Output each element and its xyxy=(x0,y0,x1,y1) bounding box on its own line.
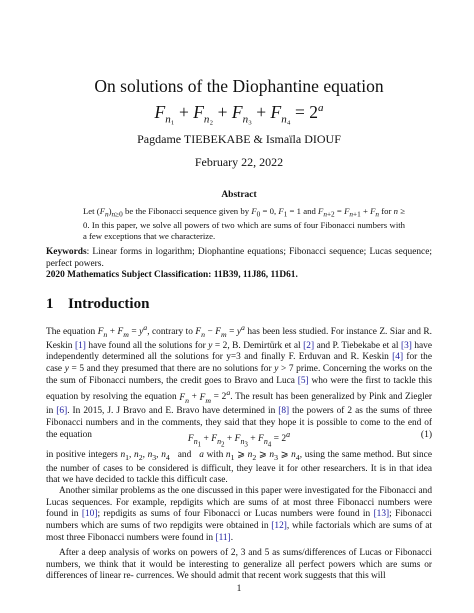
citation-link[interactable]: [12] xyxy=(271,521,287,532)
abstract-body: Let $(F_n)_{n\ge 0}$ be the Fibonacci sequence given by $F_0 = 0$, $F_1 = 1$ and $F_{n+2} = F_{n+1} + F_n$ for n ≥ 0. In this paper, we solve all powers of two which are sums of four Fibonacci numbers with a few exceptions that we characterize. xyxy=(83,206,405,241)
equation-body: $F_{n_1} + F_{n_2} + F_{n_3} + F_{n_4} = 2^a$ xyxy=(187,430,291,449)
arxiv-identifier-stamp xyxy=(6,0,32,613)
abstract-heading: Abstract xyxy=(221,190,257,200)
citation-link[interactable]: [8] xyxy=(278,406,290,417)
title-line-1: On solutions of the Diophantine equation xyxy=(94,76,384,96)
citation-link[interactable]: [1] xyxy=(74,340,86,351)
section-title: Introduction xyxy=(68,296,150,312)
intro-paragraph-4: After a deep analysis of works on powers of 2, 3 and 5 as sums/differences of Lucas or Fibonacci numbers, we think that it would be interesting to generalize all perfect powers which are sums or differences of linear re- currences. We should admit that recent work suggests that this will xyxy=(46,548,432,582)
citation-link[interactable]: [10] xyxy=(81,509,98,520)
msc-label: 2020 Mathematics Subject Classification: xyxy=(46,270,212,280)
keywords xyxy=(46,247,432,270)
intro-paragraph-1: The equation $F_n + F_m = y^a$, contrary to $F_n - F_m = y^a$ has been less studied. For instance Z. Siar and R. Keskin [1] have found all the solutions for y = 2, B. Demirtürk et al [2] and P. Tiebekabe et al [3] have independently determined all the solutions for y=3 and finally F. Erduvan and R. Keskin [4] for the case y = 5 and they presumed that there are no solutions for y > 7 prime. Concerning the works on the the sum of Fibonacci numbers, the credit goes to Bravo and Luca [5] who were the first to tackle this equation by resolving the equation $F_n + F_m = 2^a$. The result has been generalized by Pink and Ziegler in [6]. In 2015, J. J Bravo and E. Bravo have determined in [8] the powers of 2 as the sums of three Fibonacci numbers and in the comments, they said that they hope it is possible to come to the end of the equation xyxy=(46,323,433,440)
page-number: 1 xyxy=(236,584,242,594)
citation-link[interactable]: [5] xyxy=(297,375,309,386)
paper-page xyxy=(46,0,432,613)
equation-number: (1) xyxy=(420,430,432,440)
title-equation-display: $F_{n_1} + F_{n_2} + F_{n_3} + F_{n_4} = 2^a$ xyxy=(154,101,324,126)
msc-codes: 11B39, 11J86, 11D61. xyxy=(211,270,298,280)
citation-link[interactable]: [4] xyxy=(392,352,404,363)
citation-link[interactable]: [2] xyxy=(303,340,315,351)
section-heading xyxy=(46,296,149,313)
keywords-label: Keywords xyxy=(46,247,87,257)
intro-paragraph-2: in positive integers $n_1$, $n_2$, $n_3$, $n_4$ and a with $n_1$ ⩾ $n_2$ ⩾ $n_3$ ⩾ $n_4$, using the same method. But since the number of cases to be considered is difficult, they leave it for other researchers. It is in that idea that we have decided to tackle this difficult case. xyxy=(46,450,432,486)
keywords-text: : Linear forms in logarithm; Diophantine equations; Fibonacci sequence; Lucas sequence; perfect powers. xyxy=(46,247,432,269)
section-number: 1 xyxy=(46,296,54,312)
paper-title xyxy=(46,76,432,129)
citation-link[interactable]: [3] xyxy=(400,340,412,351)
paper-authors: Pagdame TIEBEKABE & Ismaïla DIOUF xyxy=(137,132,341,146)
title-line-2 xyxy=(46,98,432,129)
citation-link[interactable]: [11] xyxy=(215,532,231,543)
citation-link[interactable]: [6] xyxy=(56,406,68,417)
equation-1 xyxy=(46,430,432,449)
citation-link[interactable]: [13] xyxy=(373,509,390,520)
intro-paragraph-3: Another similar problems as the one discussed in this paper were investigated for the Fibonacci and Lucas sequences. For example, repdigits which are sums of at most three Fibonacci numbers were found in [10]; repdigits as sums of four Fibonacci or Lucas numbers were found in [13]; Fibonacci numbers which are sums of two repdigits were obtained in [12], while factorials which are sums of at most three Fibonacci numbers were found in [11]. xyxy=(46,486,433,543)
msc-classification xyxy=(46,270,432,280)
paper-date: February 22, 2022 xyxy=(194,155,284,169)
